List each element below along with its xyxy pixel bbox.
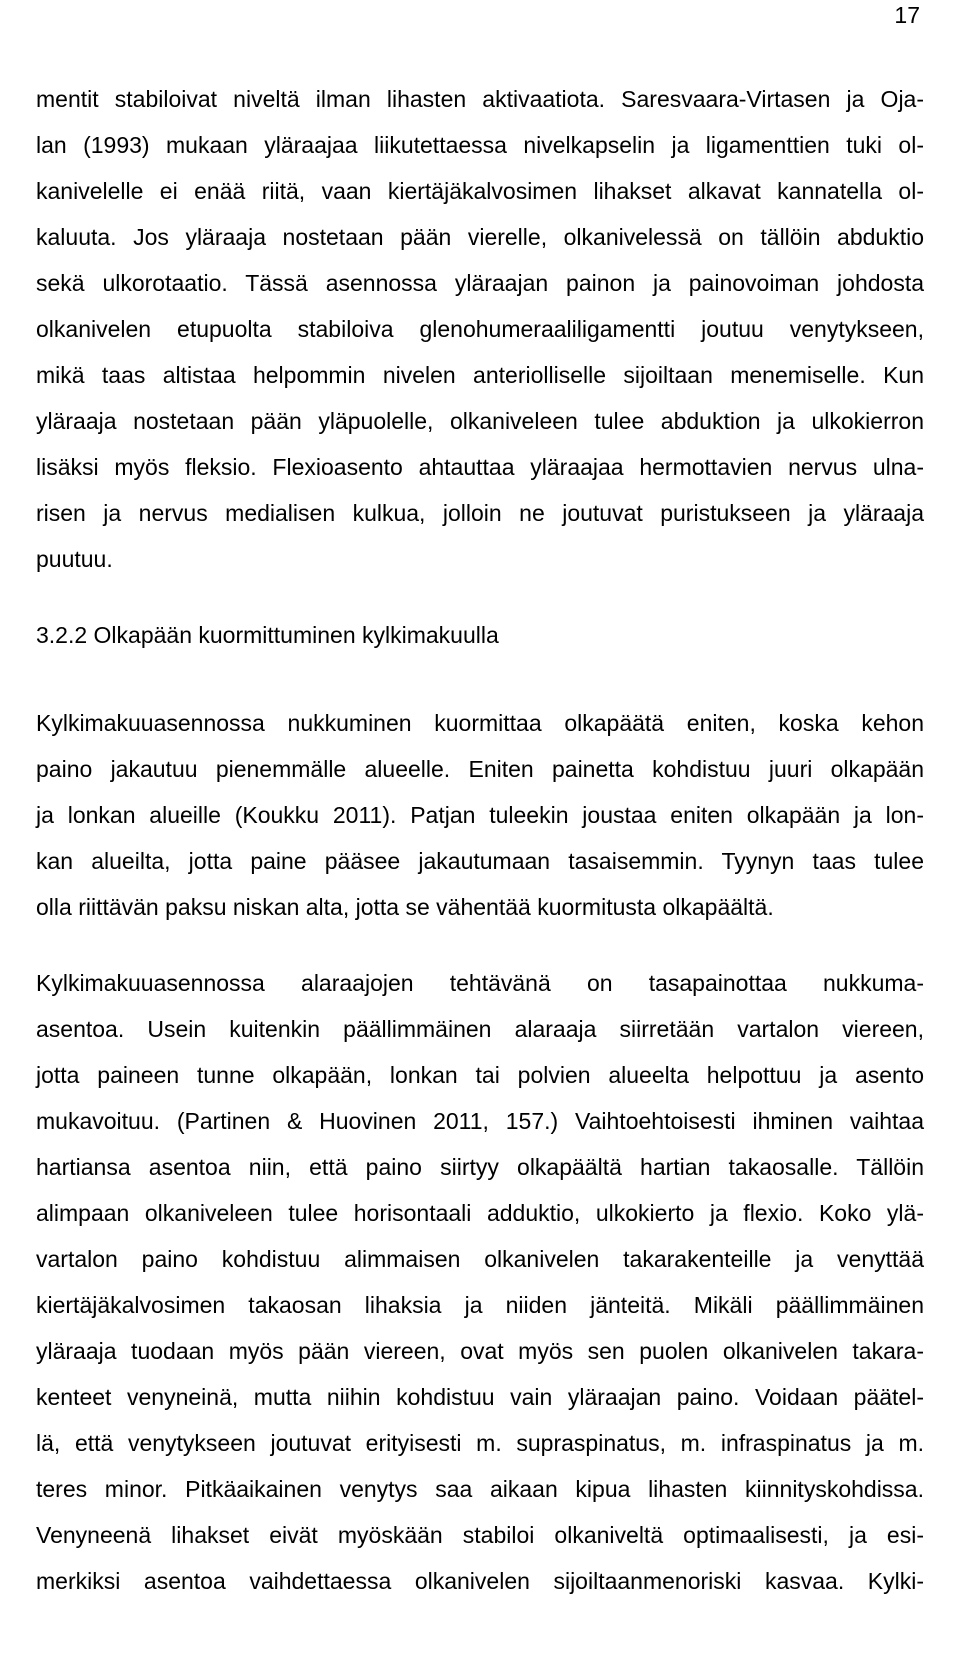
text-line: ja lonkan alueille (Koukku 2011). Patjan tuleekin joustaa eniten olkapään ja lon- <box>36 802 924 828</box>
text-line: olla riittävän paksu niskan alta, jotta se vähentää kuormitusta olkapäältä. <box>36 894 774 920</box>
text-line: alimpaan olkaniveleen tulee horisontaali adduktio, ulkokierto ja flexio. Koko ylä- <box>36 1200 924 1226</box>
text-line: kenteet venyneinä, mutta niihin kohdistuu vain yläraajan paino. Voidaan päätel- <box>36 1384 924 1410</box>
text-line: yläraaja tuodaan myös pään viereen, ovat myös sen puolen olkanivelen takara- <box>36 1338 924 1364</box>
text-line: vartalon paino kohdistuu alimmaisen olkanivelen takarakenteille ja venyttää <box>36 1246 924 1272</box>
paragraph-text <box>36 700 924 930</box>
text-line: Kylkimakuuasennossa alaraajojen tehtävänä on tasapainottaa nukkuma- <box>36 970 924 996</box>
text-line: Venyneenä lihakset eivät myöskään stabiloi olkaniveltä optimaalisesti, ja esi- <box>36 1522 924 1548</box>
text-line: risen ja nervus medialisen kulkua, jolloin ne joutuvat puristukseen ja yläraaja <box>36 500 924 526</box>
text-line: mukavoituu. (Partinen & Huovinen 2011, 157.) Vaihtoehtoisesti ihminen vaihtaa <box>36 1108 924 1134</box>
text-line: olkanivelen etupuolta stabiloiva glenohumeraaliligamentti joutuu venytykseen, <box>36 316 924 342</box>
paragraph-1 <box>36 76 924 582</box>
page-number: 17 <box>894 2 920 28</box>
text-line: kanivelelle ei enää riitä, vaan kiertäjäkalvosimen lihakset alkavat kannatella ol- <box>36 178 924 204</box>
text-line: mikä taas altistaa helpommin nivelen anteriolliselle sijoiltaan menemiselle. Kun <box>36 362 924 388</box>
paragraph-3 <box>36 960 924 1604</box>
text-line: kan alueilta, jotta paine pääsee jakautumaan tasaisemmin. Tyynyn taas tulee <box>36 848 924 874</box>
text-line: jotta paineen tunne olkapään, lonkan tai polvien alueelta helpottuu ja asento <box>36 1062 924 1088</box>
text-line: lan (1993) mukaan yläraajaa liikutettaessa nivelkapselin ja ligamenttien tuki ol- <box>36 132 924 158</box>
text-line: hartiansa asentoa niin, että paino siirtyy olkapäältä hartian takaosalle. Tällöin <box>36 1154 924 1180</box>
text-line: teres minor. Pitkäaikainen venytys saa aikaan kipua lihasten kiinnityskohdissa. <box>36 1476 924 1502</box>
paragraph-text <box>36 76 924 582</box>
text-line: kiertäjäkalvosimen takaosan lihaksia ja niiden jänteitä. Mikäli päällimmäinen <box>36 1292 924 1318</box>
text-line: lä, että venytykseen joutuvat erityisesti m. supraspinatus, m. infraspinatus ja m. <box>36 1430 924 1456</box>
text-line: puutuu. <box>36 546 113 572</box>
text-line: yläraaja nostetaan pään yläpuolelle, olkaniveleen tulee abduktion ja ulkokierron <box>36 408 924 434</box>
section-heading: 3.2.2 Olkapään kuormittuminen kylkimakuulla <box>36 622 499 648</box>
text-line: sekä ulkorotaatio. Tässä asennossa yläraajan painon ja painovoiman johdosta <box>36 270 924 296</box>
text-line: asentoa. Usein kuitenkin päällimmäinen alaraaja siirretään vartalon viereen, <box>36 1016 924 1042</box>
text-line: mentit stabiloivat niveltä ilman lihasten aktivaatiota. Saresvaara-Virtasen ja Oja- <box>36 86 924 112</box>
text-line: kaluuta. Jos yläraaja nostetaan pään vierelle, olkanivelessä on tällöin abduktio <box>36 224 924 250</box>
text-line: Kylkimakuuasennossa nukkuminen kuormittaa olkapäätä eniten, koska kehon <box>36 710 924 736</box>
paragraph-text <box>36 960 924 1604</box>
text-line: paino jakautuu pienemmälle alueelle. Eniten painetta kohdistuu juuri olkapään <box>36 756 924 782</box>
text-line: lisäksi myös fleksio. Flexioasento ahtauttaa yläraajaa hermottavien nervus ulna- <box>36 454 924 480</box>
paragraph-2 <box>36 700 924 930</box>
text-line: merkiksi asentoa vaihdettaessa olkanivelen sijoiltaanmenoriski kasvaa. Kylki- <box>36 1568 924 1594</box>
